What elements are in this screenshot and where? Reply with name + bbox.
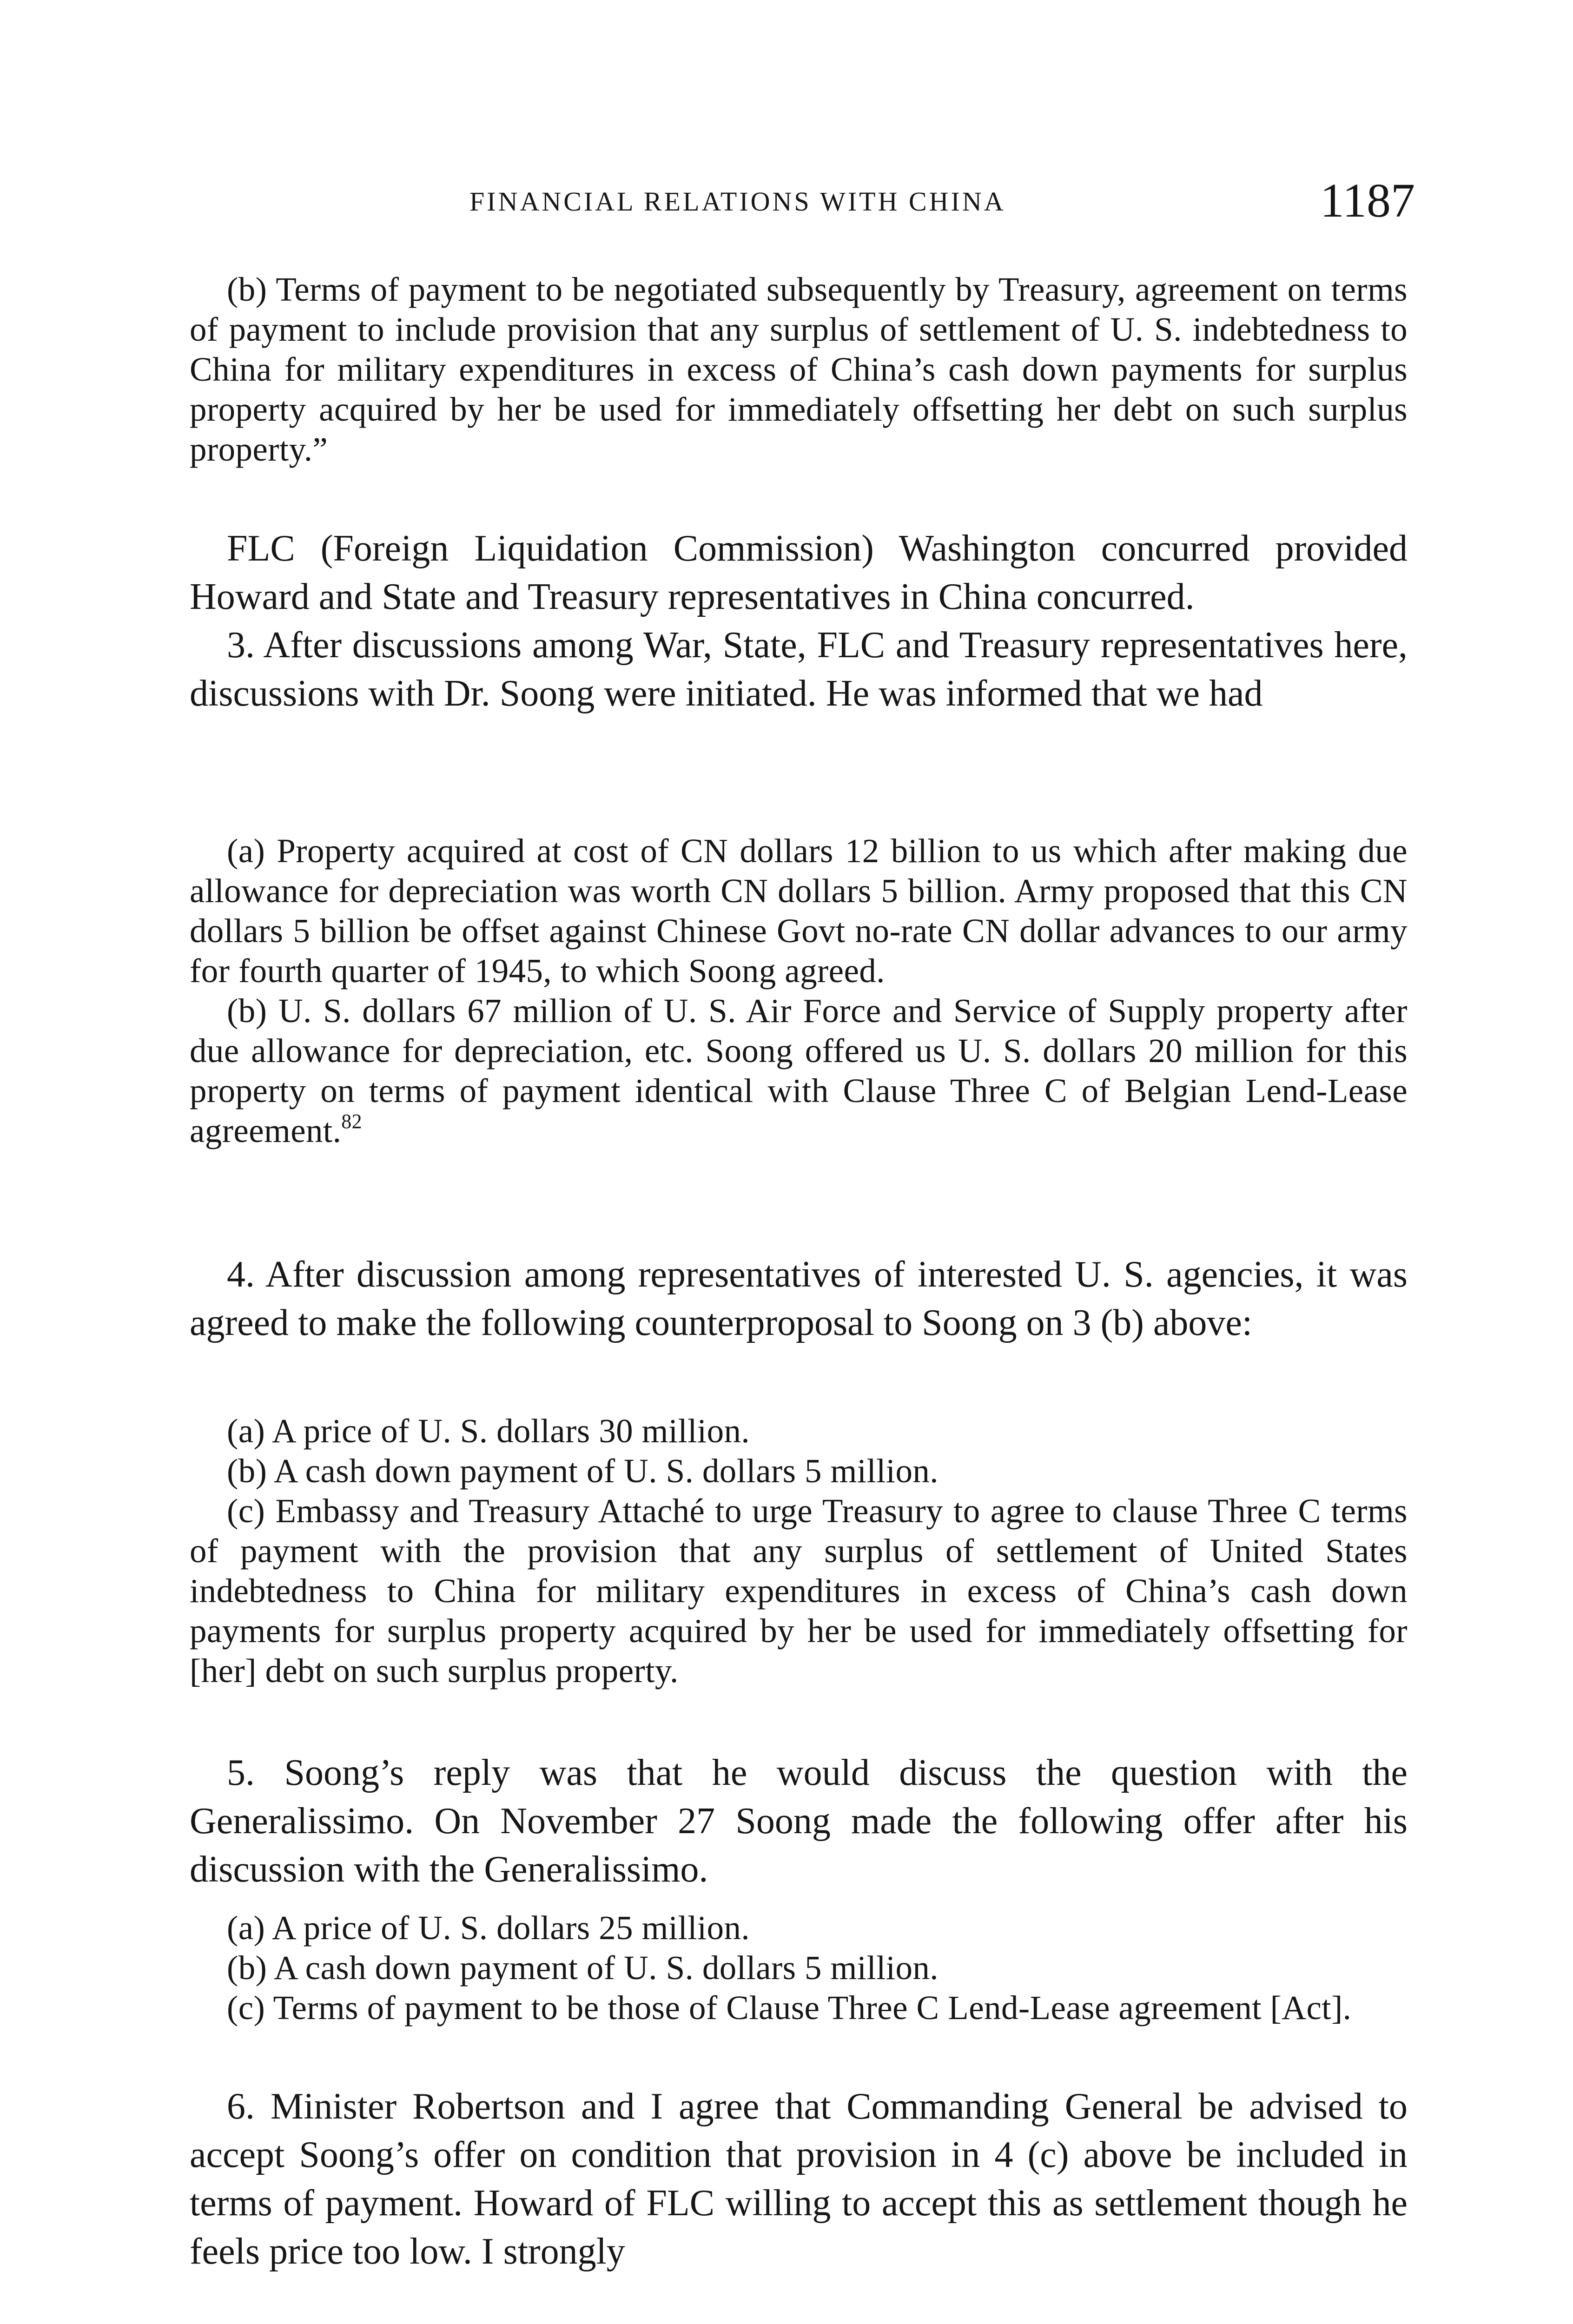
running-title: FINANCIAL RELATIONS WITH CHINA [469,186,1006,217]
quoted-block-4 [190,1411,1408,1691]
quoted-block-1 [190,270,1408,469]
item-3b [190,991,1408,1151]
paragraph-3: 3. After discussions among War, State, FLC and Treasury representatives here, discussions with Dr. Soong were initiated. He was informed that we had [190,625,1408,714]
page-number: 1187 [1320,174,1415,227]
quoted-block-5 [190,1908,1408,2028]
paragraph-block-2 [190,524,1408,718]
paragraph-block-4 [190,1250,1408,1347]
paragraph-4: 4. After discussion among representatives of interested U. S. agencies, it was agreed to make the following counterproposal to Soong on 3 (b) above: [190,1254,1408,1343]
running-header [0,174,1573,232]
paragraph-block-6 [190,2082,1408,2276]
footnote-reference[interactable]: 82 [341,1110,363,1133]
paragraph-quote-b: (b) Terms of payment to be negotiated subsequently by Treasury, agreement on terms of payment to include provision that any surplus of settlement of U. S. indebtedness to China for military expenditures in excess of China’s cash down payments for surplus property acquired by her be used for immediately offsetting her debt on such surplus property.” [190,271,1408,468]
paragraph-5: 5. Soong’s reply was that he would discuss the question with the Generalissimo. On November 27 Soong made the following offer after his discussion with the Generalissimo. [190,1752,1408,1890]
item-5a: (a) A price of U. S. dollars 25 million. [227,1909,750,1947]
item-5c: (c) Terms of payment to be those of Clause Three C Lend-Lease agreement [Act]. [227,1989,1352,2027]
paragraph-flc: FLC (Foreign Liquidation Commission) Washington concurred provided Howard and State and Treasury representatives in China concurred. [190,528,1408,617]
item-5b: (b) A cash down payment of U. S. dollars 5 million. [227,1949,939,1987]
item-4b: (b) A cash down payment of U. S. dollars 5 million. [227,1452,939,1490]
paragraph-6: 6. Minister Robertson and I agree that Commanding General be advised to accept Soong’s offer on condition that provision in 4 (c) above be included in terms of payment. Howard of FLC willing to accept this as settlement though he feels price too low. I strongly [190,2086,1408,2272]
item-4a: (a) A price of U. S. dollars 30 million. [227,1412,750,1450]
quoted-block-3 [190,831,1408,1151]
item-3a: (a) Property acquired at cost of CN dollars 12 billion to us which after making due allowance for depreciation was worth CN dollars 5 billion. Army proposed that this CN dollars 5 billion be offset against Chinese Govt no-rate CN dollar advances to our army for fourth quarter of 1945, to which Soong agreed. [190,832,1408,990]
paragraph-block-5 [190,1749,1408,1894]
item-4c: (c) Embassy and Treasury Attaché to urge Treasury to agree to clause Three C terms of payment with the provision that any surplus of settlement of United States indebtedness to China for military expenditures in excess of China’s cash down payments for surplus property acquired by her be used for immediately offsetting for [her] debt on such surplus property. [190,1492,1408,1690]
item-3b-text: (b) U. S. dollars 67 million of U. S. Air Force and Service of Supply property after due allowance for depreciation, etc. Soong offered us U. S. dollars 20 million for this property on terms of payment identical with Clause Three C of Belgian Lend-Lease agreement. [190,992,1408,1149]
